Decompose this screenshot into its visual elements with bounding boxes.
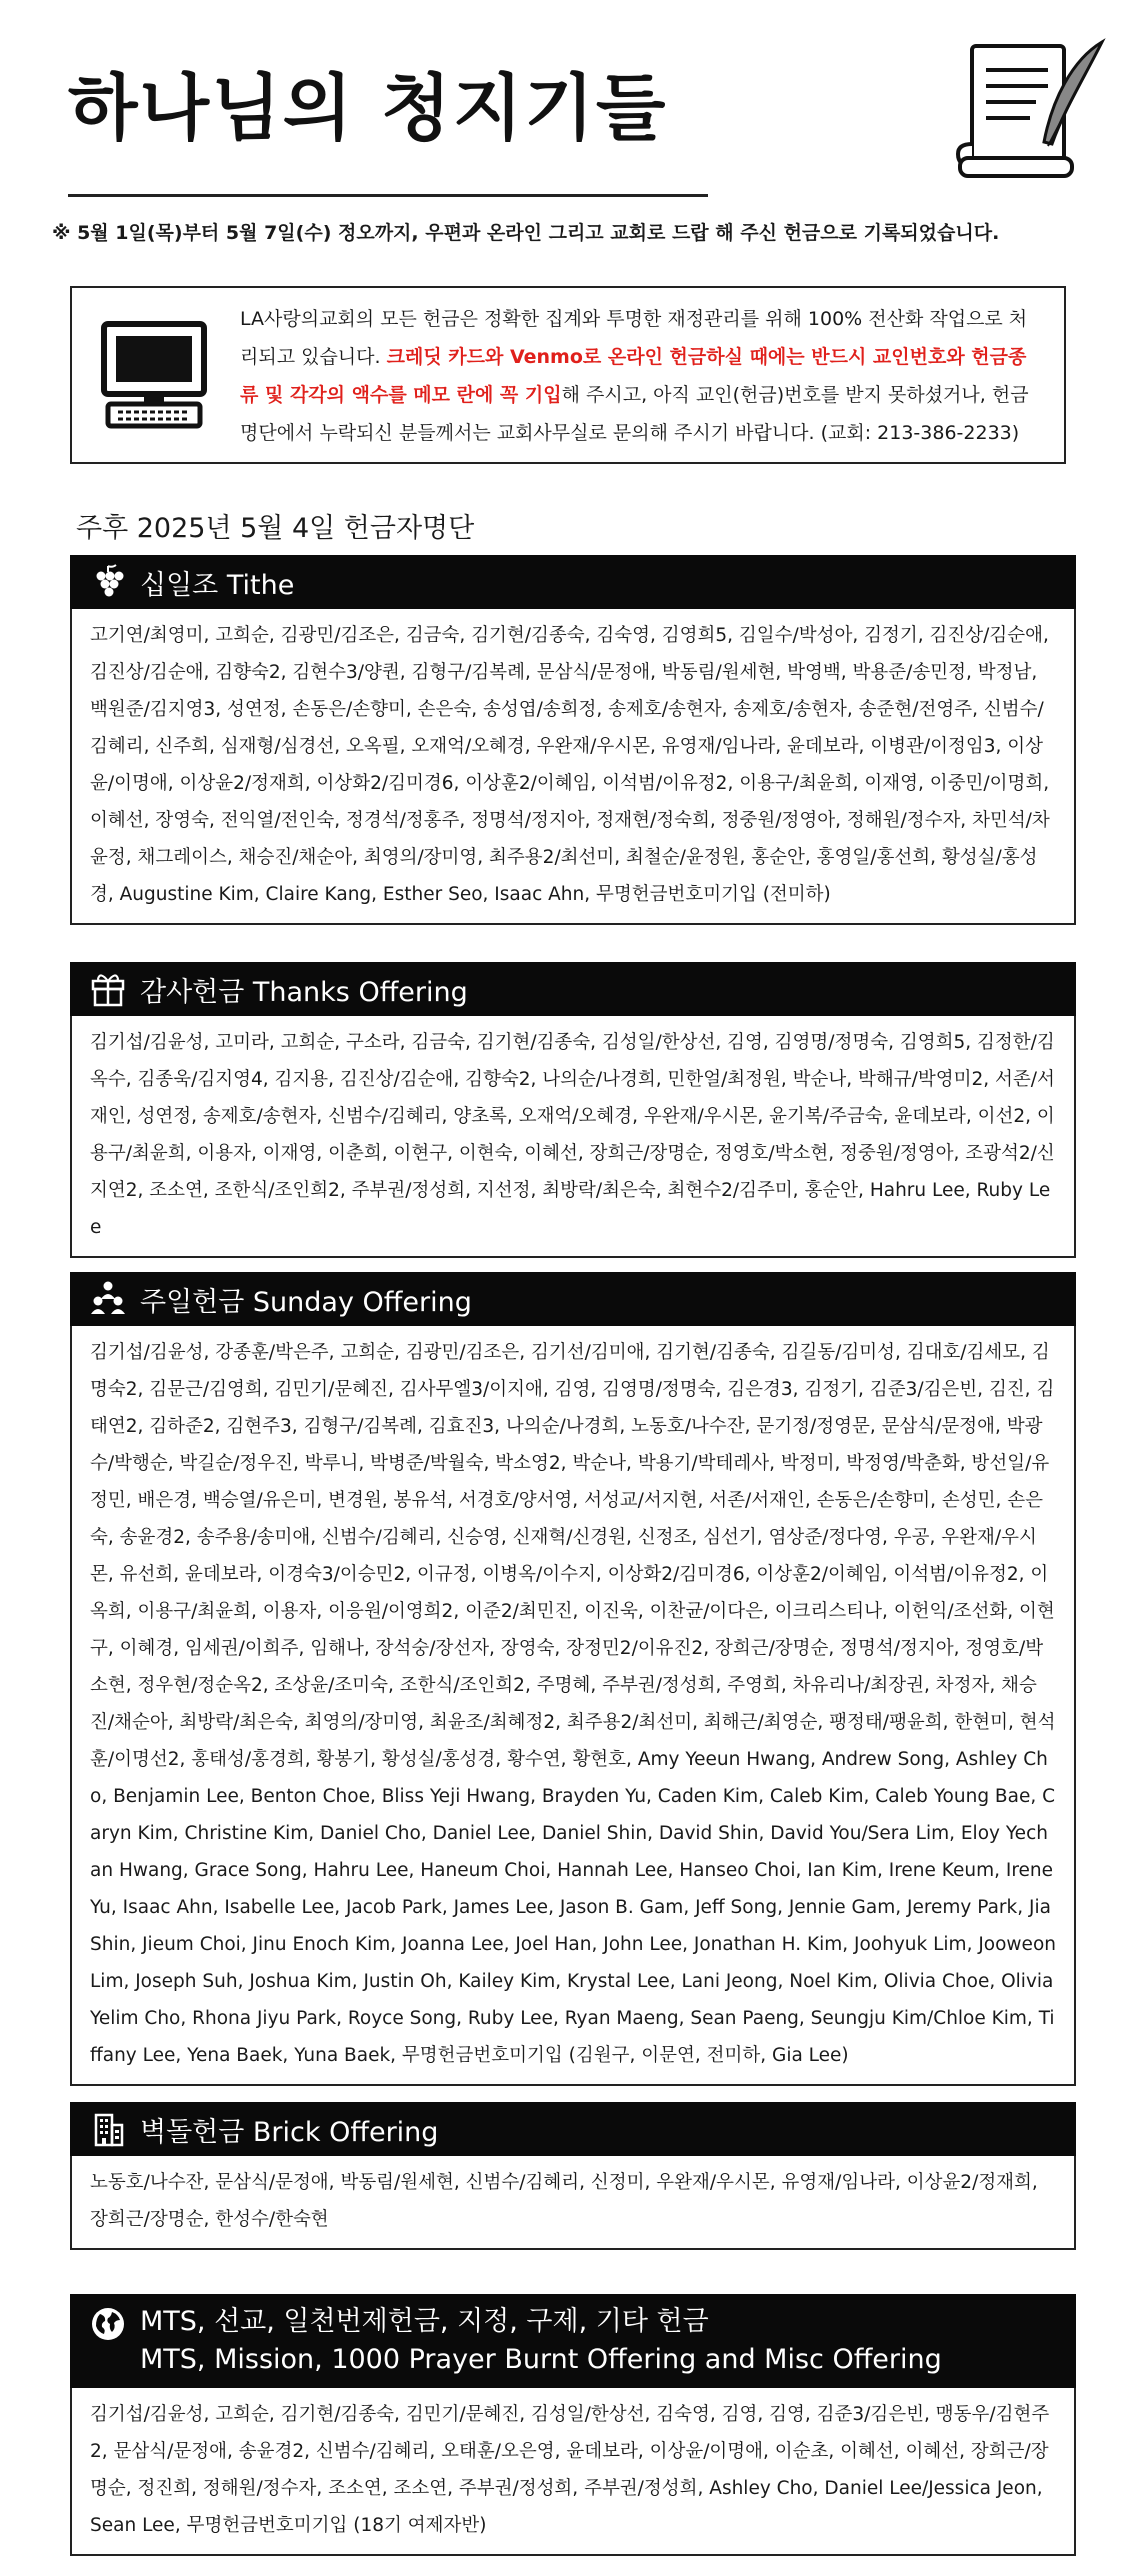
section-brick-body: [70, 2156, 1076, 2250]
section-mts-titles: [140, 2303, 942, 2379]
grapes-icon: [88, 562, 128, 602]
info-highlight: 크레딧 카드와 Venmo로 온라인 헌금하실 때에는 반드시 교인번호와 헌금종류 및 각각의 액수를 메모 란에 꼭 기입: [240, 346, 1027, 406]
section-sunday: [70, 1272, 1076, 2086]
sunday-names: 김기섭/김윤성, 강종훈/박은주, 고희순, 김광민/김조은, 김기선/김미애, 김기현/김종숙, 김길동/김미성, 김대호/김세모, 김명숙2, 김문근/김영희, 김민기/문혜진, 김사무엘3/이지애, 김영, 김영명/정명숙, 김은경3, 김정기, 김준3/김은빈, 김진, 김태연2, 김하준2, 김현주3, 김형구/김복례, 김효진3, 나의순/나경희, 노동호/나수잔, 문기정/정영문, 문삼식/문정애, 박광수/박행순, 박길순/정우진, 박루니, 박병준/박월숙, 박소영2, 박순나, 박용기/박테레사, 박정미, 박정영/박춘화, 방선일/유정민, 배은경, 백승열/유은미, 변경원, 봉유석, 서경호/양서영, 서성교/서지현, 서존/서재인, 손동은/손향미, 손성민, 손은숙, 송윤경2, 송주용/송미애, 신범수/김혜리, 신승영, 신재혁/신경원, 신정조, 심선기, 염상준/정다영, 우공, 우완재/우시몬, 유선희, 윤데보라, 이경숙3/이승민2, 이규정, 이병옥/이수지, 이상화2/김미경6, 이상훈2/이혜임, 이석범/이유정2, 이옥희, 이용구/최윤희, 이용자, 이응원/이영희2, 이준2/최민진, 이진욱, 이찬균/이다은, 이크리스티나, 이헌익/조선화, 이현구, 이혜경, 임세권/이희주, 임해나, 장석숭/장선자, 장영숙, 장정민2/이유진2, 장희근/장명순, 정명석/정지아, 정영호/박소현, 정우현/정순옥2, 조상윤/조미숙, 조한식/조인희2, 주명혜, 주부권/정성희, 주영희, 차유리나/최장권, 차정자, 채승진/채순아, 최방락/최은숙, 최영의/장미영, 최윤조/최혜정2, 최주용2/최선미, 최해근/최영순, 팽정태/팽윤희, 한현미, 현석훈/이명선2, 홍태성/홍경희, 황봉기, 황성실/홍성경, 황수연, 황현호, Amy Yeeun Hwang, Andrew Song, Ashley Cho, Benjamin Lee, Benton Choe, Bliss Yeji Hwang, Brayden Yu, Caden Kim, Caleb Kim, Caleb Young Bae, Caryn Kim, Christine Kim, Daniel Cho, Daniel Lee, Daniel Shin, David Shin, David You/Sera Lim, Eloy Yechan Hwang, Grace Song, Hahru Lee, Haneum Choi, Hannah Lee, Hanseo Choi, Ian Kim, Irene Keum, Irene Yu, Isaac Ahn, Isabelle Lee, Jacob Park, James Lee, Jason B. Gam, Jeff Song, Jennie Gam, Jeremy Park, Jia Shin, Jieum Choi, Jinu Enoch Kim, Joanna Lee, Joel Han, John Lee, Jonathan H. Kim, Joohyuk Lim, Jooweon Lim, Joseph Suh, Joshua Kim, Justin Oh, Kailey Kim, Krystal Lee, Lani Jeong, Noel Kim, Olivia Choe, Olivia Yelim Cho, Rhona Jiyu Park, Royce Song, Ruby Lee, Ryan Maeng, Sean Paeng, Seungju Kim/Chloe Kim, Tiffany Lee, Yena Baek, Yuna Baek, 무명헌금번호미기입 (김원구, 이문연, 전미하, Gia Lee): [90, 1342, 1056, 2066]
building-icon: [88, 2109, 128, 2149]
notice-text: ※ 5월 1일(목)부터 5월 7일(수) 정오까지, 우편과 온라인 그리고 교회로 드랍 해 주신 헌금으로 기록되었습니다.: [52, 222, 1000, 244]
info-text: [240, 300, 1044, 452]
people-icon: [88, 1279, 128, 1319]
section-sunday-header: [70, 1272, 1076, 1326]
page-title: 하나님의 청지기들: [68, 66, 668, 150]
info-text-part1: LA사랑의교회의 모든 헌금은 정확한 집계와 투명한 재정관리를 위해 100% 전산화 작업으로 처리되고 있습니다.: [240, 308, 1028, 368]
scroll-quill-icon: [952, 30, 1112, 190]
section-tithe-header: [70, 555, 1076, 609]
brick-names: 노동호/나수잔, 문삼식/문정애, 박동림/원세현, 신범수/김혜리, 신정미, 우완재/우시몬, 유영재/임나라, 이상윤2/정재희, 장희근/장명순, 한성수/한숙현: [90, 2172, 1038, 2230]
section-thanks-body: [70, 1016, 1076, 1258]
section-sunday-title: 주일헌금 Sunday Offering: [140, 1286, 472, 1318]
title-underline: [68, 194, 708, 197]
globe-icon: [88, 2304, 128, 2344]
section-mts-title-ko: MTS, 선교, 일천번제헌금, 지정, 구제, 기타 헌금: [140, 2306, 709, 2337]
section-brick: [70, 2102, 1076, 2250]
section-mts-title-en: MTS, Mission, 1000 Prayer Burnt Offering and Misc Offering: [140, 2344, 942, 2375]
section-brick-title: 벽돌헌금 Brick Offering: [140, 2116, 439, 2148]
header: [0, 0, 1140, 220]
section-tithe-title: 십일조 Tithe: [140, 569, 295, 601]
mts-names: 김기섭/김윤성, 고희순, 김기현/김종숙, 김민기/문혜진, 김성일/한상선, 김숙영, 김영, 김영, 김준3/김은빈, 맹동우/김현주2, 문삼식/문정애, 송윤경2, 신범수/김혜리, 오태훈/오은영, 윤데보라, 이상윤/이명애, 이순초, 이혜선, 이혜선, 장희근/장명순, 정진희, 정해원/정수자, 조소연, 조소연, 주부권/정성희, 주부권/정성희, Ashley Cho, Daniel Lee/Jessica Jeon, Sean Lee, 무명헌금번호미기입 (18기 여제자반): [90, 2404, 1050, 2536]
section-mts-body: [70, 2388, 1076, 2556]
section-brick-header: [70, 2102, 1076, 2156]
section-mts-header: [70, 2294, 1076, 2388]
gift-icon: [88, 969, 128, 1009]
thanks-names: 김기섭/김윤성, 고미라, 고희순, 구소라, 김금숙, 김기현/김종숙, 김성일/한상선, 김영, 김영명/정명숙, 김영희5, 김정한/김옥수, 김종욱/김지영4, 김지용, 김진상/김순애, 김향숙2, 나의순/나경희, 민한얼/최정원, 박순나, 박해규/박영미2, 서존/서재인, 성연정, 송제호/송현자, 신범수/김혜리, 양초록, 오재억/오혜경, 우완재/우시몬, 윤기복/주금숙, 윤데보라, 이선2, 이용구/최윤희, 이용자, 이재영, 이춘희, 이현구, 이현숙, 이혜선, 장희근/장명순, 정영호/박소현, 정중원/정영아, 조광석2/신지연2, 조소연, 조한식/조인희2, 주부권/정성희, 지선정, 최방락/최은숙, 최현수2/김주미, 홍순안, Hahru Lee, Ruby Lee: [90, 1032, 1055, 1238]
section-thanks-title: 감사헌금 Thanks Offering: [140, 976, 468, 1008]
section-thanks-header: [70, 962, 1076, 1016]
tithe-names: 고기연/최영미, 고희순, 김광민/김조은, 김금숙, 김기현/김종숙, 김숙영, 김영희5, 김일수/박성아, 김정기, 김진상/김순애, 김진상/김순애, 김향숙2, 김현수3/양퀀, 김형구/김복례, 문삼식/문정애, 박동림/원세현, 박영백, 박용준/송민정, 박정남, 백원준/김지영3, 성연정, 손동은/손향미, 손은숙, 송성엽/송희정, 송제호/송현자, 송제호/송현자, 송준현/전영주, 신범수/김혜리, 신주희, 심재형/심경선, 오옥필, 오재억/오혜경, 우완재/우시몬, 유영재/임나라, 윤데보라, 이병관/이정임3, 이상윤/이명애, 이상윤2/정재희, 이상화2/김미경6, 이상훈2/이혜임, 이석범/이유정2, 이용구/최윤희, 이재영, 이중민/이명희, 이혜선, 장영숙, 전익열/전인숙, 정경석/정홍주, 정명석/정지아, 정재현/정숙희, 정중원/정영아, 정해원/정수자, 차민석/차윤정, 채그레이스, 채승진/채순아, 최영의/장미영, 최주용2/최선미, 최철순/윤정원, 홍순안, 홍영일/홍선희, 황성실/홍성경, Augustine Kim, Claire Kang, Esther Seo, Isaac Ahn, 무명헌금번호미기입 (전미하): [90, 625, 1050, 905]
info-text-part2: 해 주시고, 아직 교인(헌금)번호를 받지 못하셨거나, 헌금 명단에서 누락되신 분들께서는 교회사무실로 문의해 주시기 바랍니다. (교회: 213-386-2233): [240, 384, 1029, 444]
computer-icon: [94, 316, 214, 436]
section-sunday-body: [70, 1326, 1076, 2086]
section-tithe: [70, 555, 1076, 925]
section-mts: [70, 2294, 1076, 2556]
section-thanks: [70, 962, 1076, 1258]
info-box: [70, 286, 1066, 464]
section-tithe-body: [70, 609, 1076, 925]
week-title: 주후 2025년 5월 4일 헌금자명단: [76, 513, 475, 544]
